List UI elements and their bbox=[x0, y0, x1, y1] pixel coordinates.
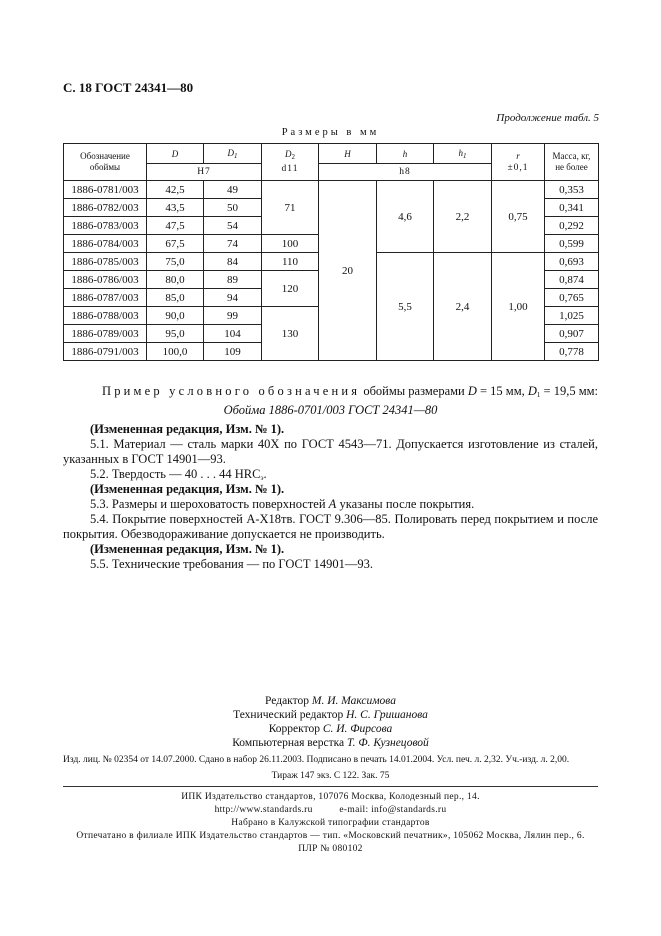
cell-mass: 1,025 bbox=[545, 307, 599, 325]
cell-D1: 104 bbox=[204, 325, 262, 343]
table-row bbox=[64, 181, 599, 199]
cell-D1: 54 bbox=[204, 217, 262, 235]
credits-block bbox=[0, 694, 661, 750]
cell-D: 75,0 bbox=[147, 253, 204, 271]
cell-mass: 0,907 bbox=[545, 325, 599, 343]
table-caption: Размеры в мм bbox=[281, 127, 380, 138]
header-h: h bbox=[377, 144, 434, 164]
credit-proofreader: Корректор С. И. Фирсова bbox=[268, 723, 393, 735]
cell-D1: 49 bbox=[204, 181, 262, 199]
credit-tech-editor: Технический редактор Н. С. Гришанова bbox=[233, 709, 428, 721]
page-header: С. 18 ГОСТ 24341—80 bbox=[63, 80, 194, 95]
paragraph-5-4: 5.4. Покрытие поверхностей А-Х18тв. ГОСТ 9.306—85. Полировать перед покрытием и после покрытия. Обезводораживание допускается не производить. bbox=[63, 512, 598, 541]
cell-r: 0,75 bbox=[492, 181, 545, 253]
amendment-note: (Измененная редакция, Изм. № 1). bbox=[90, 422, 285, 436]
cell-D: 95,0 bbox=[147, 325, 204, 343]
cell-h1: 2,2 bbox=[434, 181, 492, 253]
cell-D: 67,5 bbox=[147, 235, 204, 253]
cell-D: 43,5 bbox=[147, 199, 204, 217]
publisher-line: Набрано в Калужской типографии стандартов bbox=[231, 818, 430, 828]
cell-D1: 109 bbox=[204, 343, 262, 361]
credit-editor: Редактор М. И. Максимова bbox=[265, 695, 396, 707]
cell-D1: 94 bbox=[204, 289, 262, 307]
cell-designation: 1886-0783/003 bbox=[64, 217, 147, 235]
cell-designation: 1886-0781/003 bbox=[64, 181, 147, 199]
header-D1: $D_1$ bbox=[204, 144, 262, 164]
publisher-block bbox=[0, 791, 661, 856]
cell-designation: 1886-0785/003 bbox=[64, 253, 147, 271]
header-D2: $D_2$ d11 bbox=[262, 144, 319, 181]
header-D: D bbox=[147, 144, 204, 164]
cell-D: 80,0 bbox=[147, 271, 204, 289]
imprint-line: Изд. лиц. № 02354 от 14.07.2000. Сдано в набор 26.11.2003. Подписано в печать 14.01.2004. Усл. печ. л. 2,32. Уч.-изд. л. 2,00. bbox=[63, 755, 570, 765]
cell-designation: 1886-0784/003 bbox=[64, 235, 147, 253]
cell-h: 5,5 bbox=[377, 253, 434, 361]
cell-D2: 110 bbox=[262, 253, 319, 271]
paragraph-5-1: 5.1. Материал — сталь марки 40Х по ГОСТ 4543—71. Допускается изготовление из сталей, указанных в ГОСТ 14901—93. bbox=[63, 437, 598, 466]
dimensions-table bbox=[63, 143, 599, 361]
example-designation: Обойма 1886-0701/003 ГОСТ 24341—80 bbox=[223, 403, 438, 417]
cell-D1: 99 bbox=[204, 307, 262, 325]
header-mass: Масса, кг, не более bbox=[545, 144, 599, 181]
table-continuation-label: Продолжение табл. 5 bbox=[496, 112, 599, 124]
cell-D: 85,0 bbox=[147, 289, 204, 307]
cell-D: 100,0 bbox=[147, 343, 204, 361]
header-h1: $h_1$ bbox=[434, 144, 492, 164]
cell-designation: 1886-0789/003 bbox=[64, 325, 147, 343]
tolerance-h8: h8 bbox=[319, 164, 492, 181]
cell-H: 20 bbox=[319, 181, 377, 361]
header-r: r ±0,1 bbox=[492, 144, 545, 181]
cell-D1: 50 bbox=[204, 199, 262, 217]
cell-mass: 0,353 bbox=[545, 181, 599, 199]
cell-D1: 74 bbox=[204, 235, 262, 253]
cell-D: 47,5 bbox=[147, 217, 204, 235]
credit-layout: Компьютерная верстка Т. Ф. Кузнецовой bbox=[232, 737, 429, 749]
publisher-line: ПЛР № 080102 bbox=[298, 844, 363, 854]
amendment-note: (Измененная редакция, Изм. № 1). bbox=[90, 542, 285, 556]
publisher-line: ИПК Издательство стандартов, 107076 Москва, Колодезный пер., 14. bbox=[181, 792, 480, 802]
cell-D2: 120 bbox=[262, 271, 319, 307]
cell-mass: 0,341 bbox=[545, 199, 599, 217]
cell-mass: 0,693 bbox=[545, 253, 599, 271]
amendment-note: (Измененная редакция, Изм. № 1). bbox=[90, 482, 285, 496]
cell-D: 90,0 bbox=[147, 307, 204, 325]
cell-D2: 130 bbox=[262, 307, 319, 361]
cell-h1: 2,4 bbox=[434, 253, 492, 361]
cell-mass: 0,874 bbox=[545, 271, 599, 289]
cell-D2: 100 bbox=[262, 235, 319, 253]
cell-designation: 1886-0788/003 bbox=[64, 307, 147, 325]
cell-h: 4,6 bbox=[377, 181, 434, 253]
cell-designation: 1886-0782/003 bbox=[64, 199, 147, 217]
header-H: H bbox=[319, 144, 377, 164]
cell-designation: 1886-0791/003 bbox=[64, 343, 147, 361]
divider bbox=[63, 786, 598, 787]
cell-D1: 89 bbox=[204, 271, 262, 289]
cell-mass: 0,778 bbox=[545, 343, 599, 361]
cell-mass: 0,599 bbox=[545, 235, 599, 253]
cell-r: 1,00 bbox=[492, 253, 545, 361]
tolerance-H7: H7 bbox=[147, 164, 262, 181]
cell-D: 42,5 bbox=[147, 181, 204, 199]
example-line: Пример условного обозначения обоймы размерами D = 15 мм, $D_1 = 19,5$ мм: bbox=[101, 384, 598, 399]
cell-mass: 0,292 bbox=[545, 217, 599, 235]
imprint-line: Тираж 147 экз. С 122. Зак. 75 bbox=[271, 771, 390, 781]
paragraph-5-3: 5.3. Размеры и шероховатость поверхностей А указаны после покрытия. bbox=[90, 497, 475, 511]
cell-D2: 71 bbox=[262, 181, 319, 235]
cell-D1: 84 bbox=[204, 253, 262, 271]
cell-designation: 1886-0786/003 bbox=[64, 271, 147, 289]
paragraph-5-2: 5.2. Твердость — 40 . . . 44 $HRC_э$. bbox=[90, 467, 267, 482]
cell-designation: 1886-0787/003 bbox=[64, 289, 147, 307]
publisher-line: http://www.standards.ru e-mail: info@standards.ru bbox=[214, 805, 447, 815]
cell-mass: 0,765 bbox=[545, 289, 599, 307]
publisher-line: Отпечатано в филиале ИПК Издательство стандартов — тип. «Московский печатник», 105062 Москва, Лялин пер., 6. bbox=[76, 831, 585, 841]
paragraph-5-5: 5.5. Технические требования — по ГОСТ 14901—93. bbox=[90, 557, 373, 571]
header-designation: Обозначение обоймы bbox=[64, 144, 147, 181]
